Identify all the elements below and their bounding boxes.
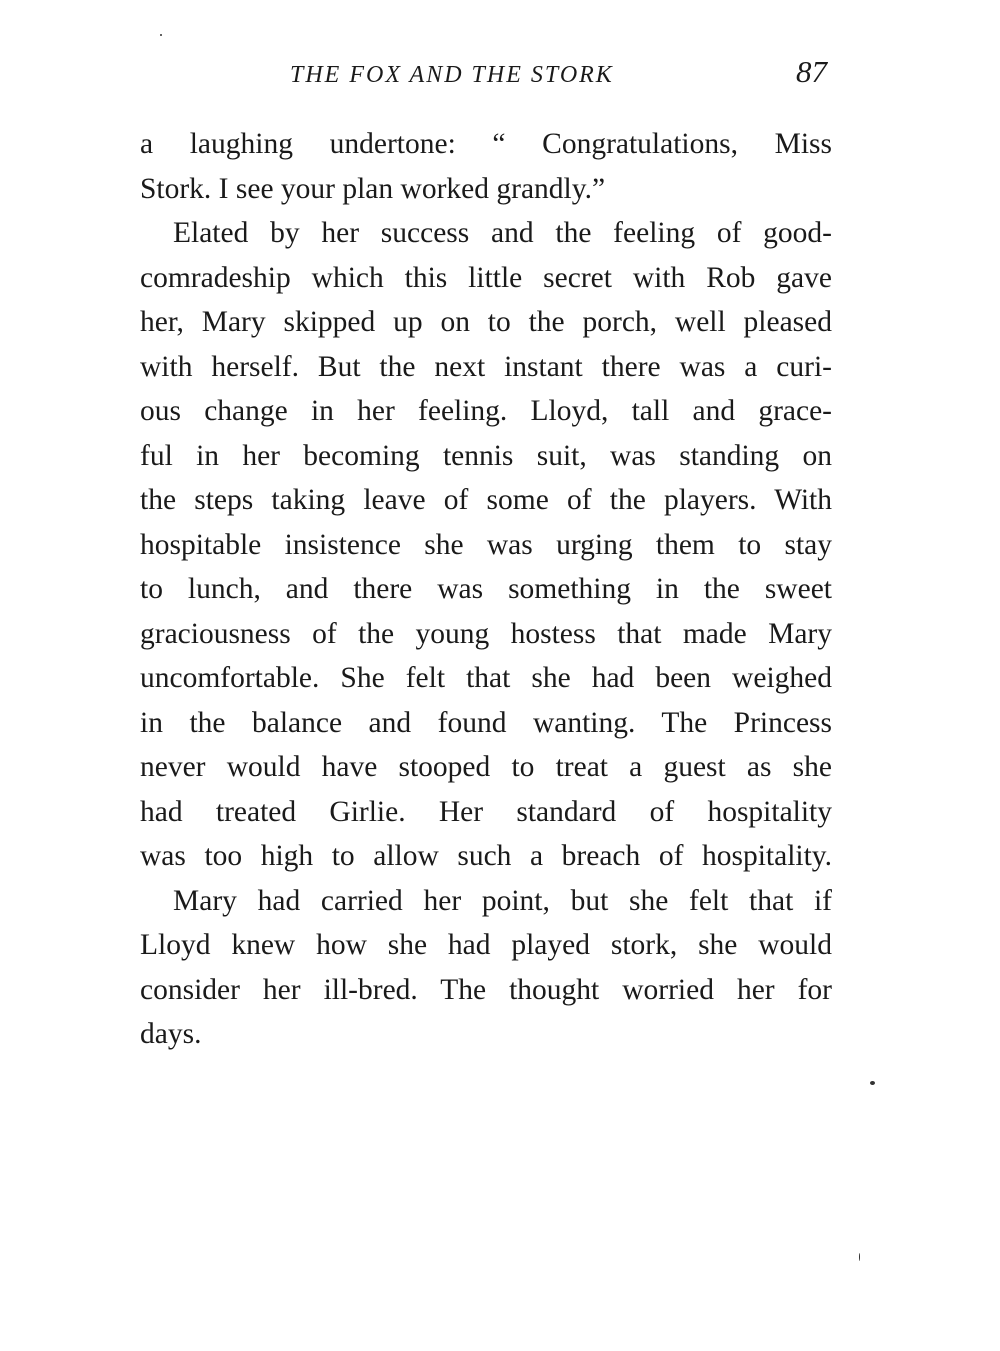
text-line: the steps taking leave of some of the players. With [140, 484, 832, 516]
text-line: uncomfortable. She felt that she had been weighed [140, 662, 832, 694]
text-line: was too high to allow such a breach of hospitality. [140, 840, 832, 872]
text-line: to lunch, and there was something in the sweet [140, 573, 832, 605]
text-line: Lloyd knew how she had played stork, she would [140, 929, 832, 961]
text-line: ous change in her feeling. Lloyd, tall and grace- [140, 395, 832, 427]
text-line: Stork. I see your plan worked grandly.” [140, 172, 606, 205]
text-line: her, Mary skipped up on to the porch, well pleased [140, 306, 832, 338]
text-line: Mary had carried her point, but she felt that if [173, 884, 832, 917]
body-text [140, 122, 832, 1057]
text-line: ful in her becoming tennis suit, was standing on [140, 439, 832, 472]
text-line: with herself. But the next instant there was a curi- [140, 350, 832, 383]
text-line: hospitable insistence she was urging them to stay [140, 528, 832, 561]
scan-speck [870, 1081, 875, 1085]
text-line: in the balance and found wanting. The Princess [140, 706, 832, 739]
running-title: THE FOX AND THE STORK [290, 62, 614, 88]
text-line: comradeship which this little secret with Rob gave [140, 261, 832, 294]
scan-speck [859, 1253, 860, 1261]
text-line: days. [140, 1018, 202, 1050]
text-line: consider her ill-bred. The thought worried her for [140, 973, 832, 1006]
page-number: 87 [796, 54, 827, 89]
text-line: had treated Girlie. Her standard of hospitality [140, 795, 832, 828]
text-line: Elated by her success and the feeling of good- [173, 217, 832, 249]
text-line: a laughing undertone: “ Congratulations, Miss [140, 128, 832, 160]
text-line: never would have stooped to treat a guest as she [140, 751, 832, 783]
scan-speck [160, 34, 162, 36]
text-line: graciousness of the young hostess that made Mary [140, 617, 832, 650]
